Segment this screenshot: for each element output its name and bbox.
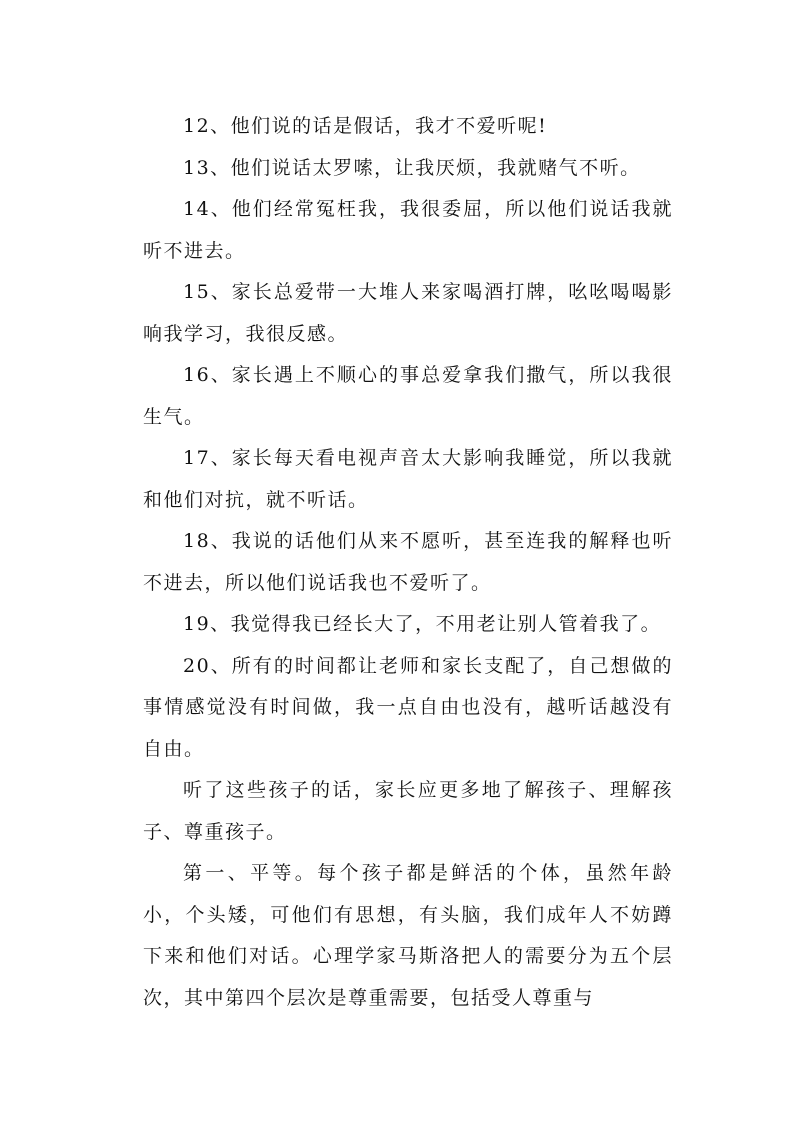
document-body [143, 106, 673, 1019]
paragraph: 17、家长每天看电视声音太大影响我睡觉，所以我就和他们对抗，就不听话。 [143, 447, 673, 511]
paragraph: 16、家长遇上不顺心的事总爱拿我们撒气，所以我很生气。 [143, 364, 673, 428]
paragraph: 18、我说的话他们从来不愿听，甚至连我的解释也听不进去，所以他们说话我也不爱听了。 [143, 530, 673, 594]
paragraph: 第一、平等。每个孩子都是鲜活的个体，虽然年龄小，个头矮，可他们有思想，有头脑，我们成年人不妨蹲下来和他们对话。心理学家马斯洛把人的需要分为五个层次，其中第四个层次是尊重需要，包括受人尊重与 [143, 862, 673, 1009]
paragraph: 19、我觉得我已经长大了，不用老让别人管着我了。 [183, 613, 662, 635]
paragraph: 12、他们说的话是假话，我才不爱听呢! [183, 115, 548, 137]
paragraph: 15、家长总爱带一大堆人来家喝酒打牌，吆吆喝喝影响我学习，我很反感。 [143, 281, 673, 345]
paragraph: 13、他们说话太罗嗦，让我厌烦，我就赌气不听。 [183, 156, 641, 179]
paragraph: 14、他们经常冤枉我，我很委屈，所以他们说话我就听不进去。 [143, 198, 673, 262]
paragraph: 听了这些孩子的话，家长应更多地了解孩子、理解孩子、尊重孩子。 [143, 779, 673, 843]
paragraph: 20、所有的时间都让老师和家长支配了，自己想做的事情感觉没有时间做，我一点自由也没有，越听话越没有自由。 [143, 654, 673, 760]
